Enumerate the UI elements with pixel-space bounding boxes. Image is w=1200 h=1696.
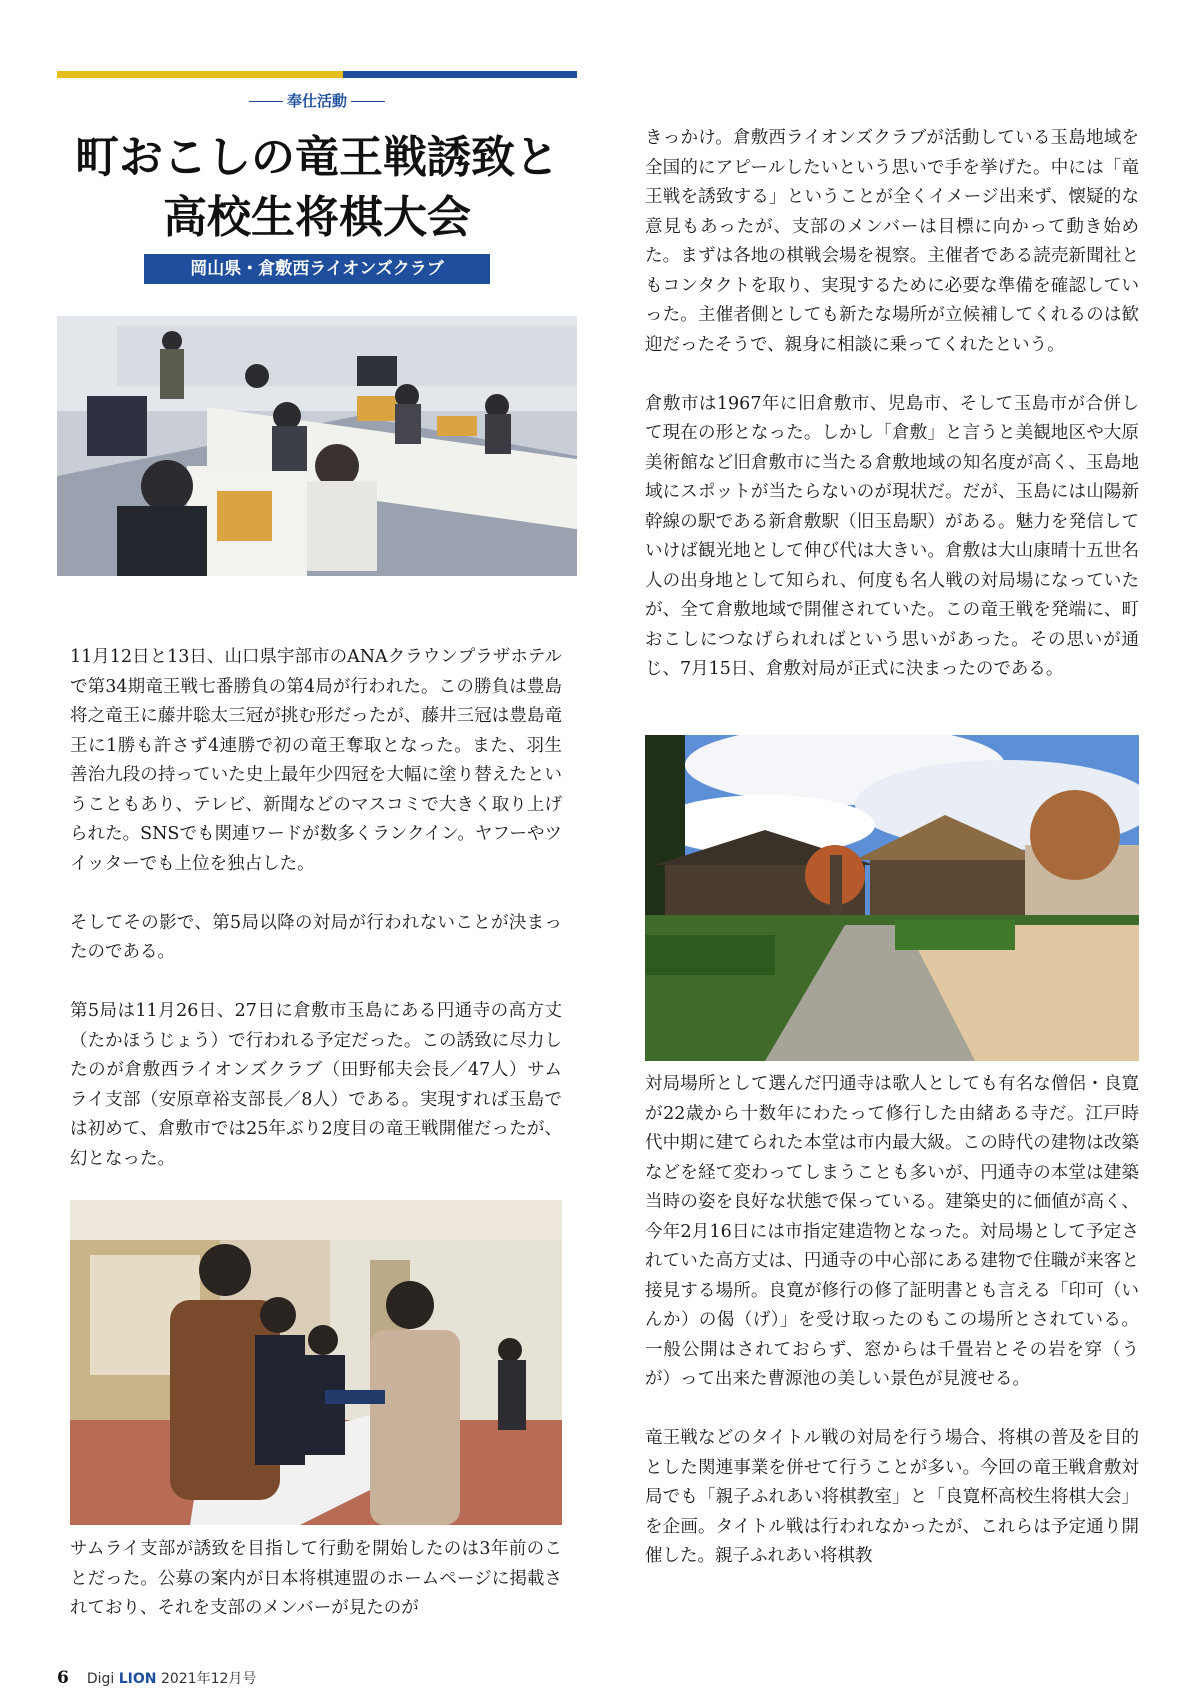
left-paragraph-4: サムライ支部が誘致を目指して行動を開始したのは3年前のことだった。公募の案内が日本将棋連盟のホームページに掲載されており、それを支部のメンバーが見たのが bbox=[70, 1539, 562, 1618]
right-paragraph-2: 倉敷市は1967年に旧倉敷市、児島市、そして玉島市が合併して現在の形となった。しかし「倉敷」と言うと美観地区や大原美術館など旧倉敷市に当たる倉敷地域の知名度が高く、玉島地域にスポットが当たらないのが現状だ。だが、玉島には山陽新幹線の駅である新倉敷駅（旧玉島駅）がある。魅力を発信していけば観光地として伸び代は大きい。倉敷は大山康晴十五世名人の出身地として知られ、何度も名人戦の対局場になっていたが、全て倉敷地域で開催されていた。この竜王戦を発端に、町おこしにつなげられればという思いがあった。その思いが通じ、7月15日、倉敷対局が正式に決まったのである。 bbox=[645, 393, 1139, 679]
left-column-text-bottom bbox=[70, 1535, 562, 1624]
right-column-text bbox=[645, 124, 1139, 714]
title-line-2: 高校生将棋大会 bbox=[163, 192, 471, 243]
left-paragraph-1: 11月12日と13日、山口県宇部市のANAクラウンプラザホテルで第34期竜王戦七番勝負の第4局が行われた。この勝負は豊島将之竜王に藤井聡太三冠が挑む形だったが、藤井三冠は豊島竜王に1勝も許さず4連勝で初の竜王奪取となった。また、羽生善治九段の持っていた史上最年少四冠を大幅に塗り替えたということもあり、テレビ、新聞などのマスコミで大きく取り上げられた。SNSでも関連ワードが数多くランクイン。ヤフーやツイッターでも上位を独占した。 bbox=[70, 647, 562, 874]
magazine-digi: Digi bbox=[86, 1671, 119, 1687]
tournament-hall-photo bbox=[57, 316, 577, 576]
right-paragraph-4: 竜王戦などのタイトル戦の対局を行う場合、将棋の普及を目的とした関連事業を併せて行うことが多い。今回の竜王戦倉敷対局でも「親子ふれあい将棋教室」と「良寛杯高校生将棋大会」を企画。タイトル戦は行われなかったが、これらは予定通り開催した。親子ふれあい将棋教 bbox=[645, 1428, 1139, 1566]
section-label: 奉仕活動 bbox=[57, 90, 577, 111]
left-paragraph-3: 第5局は11月26日、27日に倉敷市玉島にある円通寺の高方丈（たかほうじょう）で行われる予定だった。この誘致に尽力したのが倉敷西ライオンズクラブ（田野郁夫会長／47人）サムライ支部（安原章裕支部長／8人）である。実現すれば玉島では初めて、倉敷市では25年ぶり2度目の竜王戦開催だったが、幻となった。 bbox=[70, 1001, 562, 1169]
left-paragraph-2: そしてその影で、第5局以降の対局が行われないことが決まったのである。 bbox=[70, 912, 562, 962]
reception-desk-photo bbox=[70, 1200, 562, 1525]
top-accent-bar bbox=[57, 71, 577, 78]
page-number: 6 bbox=[57, 1668, 69, 1688]
right-paragraph-3: 対局場所として選んだ円通寺は歌人としても有名な僧侶・良寛が22歳から十数年にわたって修行した由緒ある寺だ。江戸時代中期に建てられた本堂は市内最大級。この時代の建物は改築などを経て変わってしまうことも多いが、円通寺の本堂は建築当時の姿を良好な状態で保っている。建築史的に価値が高く、今年2月16日には市指定建造物となった。対局場として予定されていた高方丈は、円通寺の中心部にある建物で住職が来客と接見する場所。良寛が修行の修了証明書とも言える「印可（いんか）の偈（げ）」を受け取ったのもこの場所とされている。一般公開はされておらず、窓からは千畳岩とその岩を穿（うが）って出来た曹源池の美しい景色が見渡せる。 bbox=[645, 1074, 1139, 1389]
title-line-1: 町おこしの竜王戦誘致と bbox=[75, 132, 559, 183]
entsuji-temple-photo bbox=[645, 735, 1139, 1061]
page-footer bbox=[57, 1668, 256, 1688]
left-column-text bbox=[70, 643, 562, 1204]
magazine-lion: LION bbox=[118, 1671, 157, 1687]
article-title bbox=[57, 128, 577, 248]
right-column-text-bottom bbox=[645, 1070, 1139, 1572]
club-name-banner: 岡山県・倉敷西ライオンズクラブ bbox=[144, 254, 490, 284]
right-paragraph-1: きっかけ。倉敷西ライオンズクラブが活動している玉島地域を全国的にアピールしたいという思いで手を挙げた。中には「竜王戦を誘致する」ということが全くイメージ出来ず、懐疑的な意見もあったが、支部のメンバーは目標に向かって動き始めた。まずは各地の棋戦会場を視察。主催者である読売新聞社ともコンタクトを取り、実現するために必要な準備を確認していった。主催者側としても新たな場所が立候補してくれるのは歓迎だったそうで、親身に相談に乗ってくれたという。 bbox=[645, 128, 1139, 355]
issue-date: 2021年12月号 bbox=[160, 1671, 257, 1687]
